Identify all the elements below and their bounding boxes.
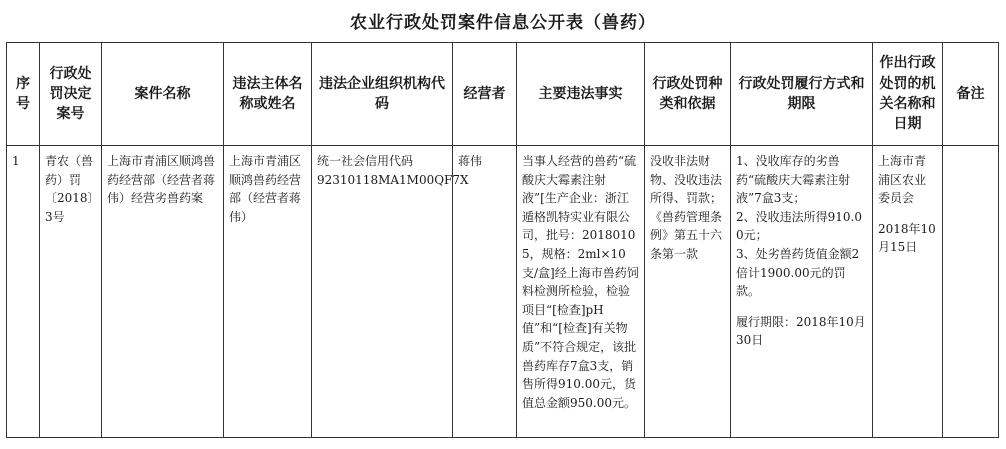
cell-remark — [943, 146, 999, 438]
header-penalty-type: 行政处罚种类和依据 — [645, 43, 731, 146]
header-case-name: 案件名称 — [102, 43, 224, 146]
cell-facts: 当事人经营的兽药“硫酸庆大霉素注射液”[生产企业：浙江遁格凯特实业有限公司，批号：20180105，规格：2ml×10支/盒]经上海市兽药饲料检测所检验，检验项目“[检查]pH值”和“[检查]有关物质”不符合规定，该批兽药库存7盒3支，销售所得910.00元，货值总金额950.00元。 — [517, 146, 645, 438]
cell-subject-name: 上海市青浦区顺鸿兽药经营部（经营者蒋伟） — [224, 146, 312, 438]
fulfillment-item-1: 1、没收库存的劣兽药“硫酸庆大霉素注射液”7盒3支； — [736, 154, 851, 206]
org-code-label: 统一社会信用代码 — [317, 154, 414, 168]
header-remark: 备注 — [943, 43, 999, 146]
fulfillment-item-3: 3、处劣兽药货值金额2倍计1900.00元的罚款。 — [736, 246, 860, 299]
cell-case-name: 上海市青浦区顺鸿兽药经营部（经营者蒋伟）经营劣兽药案 — [102, 146, 224, 438]
table-header-row — [7, 43, 999, 146]
header-fulfillment: 行政处罚履行方式和期限 — [731, 43, 873, 146]
cell-fulfillment — [731, 146, 873, 438]
table-row — [7, 146, 999, 438]
header-index: 序号 — [7, 43, 40, 146]
header-authority: 作出行政处罚的机关名称和日期 — [873, 43, 943, 146]
cell-operator: 蒋伟 — [453, 146, 517, 438]
org-code-value: 92310118MA1M00QF7X — [317, 172, 469, 187]
header-operator: 经营者 — [453, 43, 517, 146]
fulfillment-item-2: 2、没收违法所得910.00元； — [736, 209, 862, 243]
cell-index: 1 — [7, 146, 40, 438]
penalty-info-table — [6, 42, 999, 438]
header-facts: 主要违法事实 — [517, 43, 645, 146]
header-subject-name: 违法主体名称或姓名 — [224, 43, 312, 146]
page-title: 农业行政处罚案件信息公开表（兽药） — [350, 13, 656, 33]
fulfillment-deadline: 履行期限：2018年10月30日 — [736, 314, 866, 348]
decision-date: 2018年10月15日 — [878, 221, 936, 255]
cell-penalty-type: 没收非法财物、没收违法所得、罚款；《兽药管理条例》第五十六条第一款 — [645, 146, 731, 438]
authority-name: 上海市青浦区农业委员会 — [878, 154, 927, 206]
header-case-number: 行政处罚决定案号 — [40, 43, 102, 146]
cell-authority — [873, 146, 943, 438]
header-org-code: 违法企业组织机构代码 — [312, 43, 453, 146]
cell-org-code — [312, 146, 469, 438]
cell-case-number: 青农（兽药）罚〔2018〕3号 — [40, 146, 102, 438]
